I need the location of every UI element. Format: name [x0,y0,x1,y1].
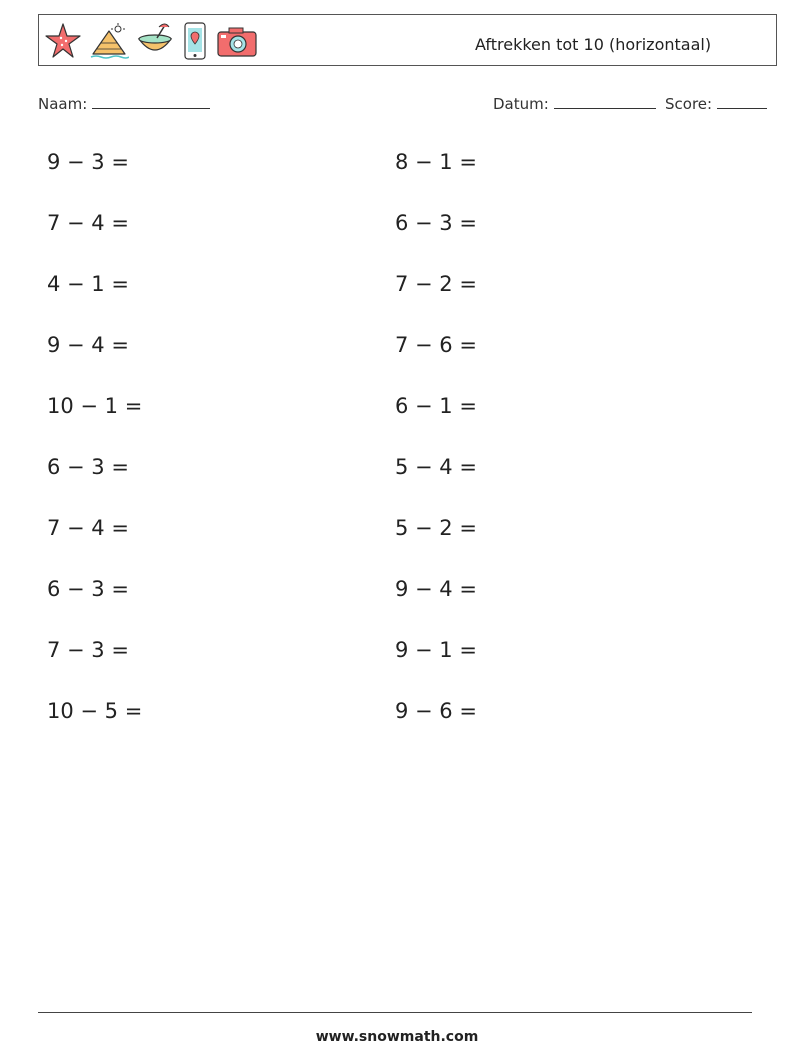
phone-location-icon [181,21,209,61]
score-label: Score: [665,95,713,113]
coconut-drink-icon [135,21,175,61]
starfish-icon [43,21,83,61]
problem-left-10: 10 − 5 = [47,699,143,723]
worksheet-header [38,14,777,66]
problem-left-7: 7 − 4 = [47,516,129,540]
problem-right-6: 5 − 4 = [395,455,477,479]
footer-divider [38,1012,752,1013]
footer-url[interactable]: www.snowmath.com [315,1029,479,1045]
problem-right-9: 9 − 1 = [395,638,477,662]
problem-left-5: 10 − 1 = [47,394,143,418]
name-label: Naam: [38,95,88,113]
problem-right-4: 7 − 6 = [395,333,477,357]
worksheet-title: Aftrekken tot 10 (horizontaal) [475,35,712,54]
problem-left-4: 9 − 4 = [47,333,129,357]
camera-icon [215,21,259,61]
problem-left-6: 6 − 3 = [47,455,129,479]
problem-right-1: 8 − 1 = [395,150,477,174]
problem-right-2: 6 − 3 = [395,211,477,235]
problem-right-10: 9 − 6 = [395,699,477,723]
date-field [493,94,656,113]
problem-right-5: 6 − 1 = [395,394,477,418]
problem-left-8: 6 − 3 = [47,577,129,601]
pyramid-icon [89,21,129,61]
problem-right-3: 7 − 2 = [395,272,477,296]
date-label: Datum: [493,95,549,113]
problem-right-8: 9 − 4 = [395,577,477,601]
score-blank [717,94,767,109]
problem-left-1: 9 − 3 = [47,150,129,174]
name-blank [92,94,210,109]
date-blank [554,94,656,109]
problem-left-9: 7 − 3 = [47,638,129,662]
name-field [38,94,210,113]
score-field [665,94,767,113]
problem-right-7: 5 − 2 = [395,516,477,540]
problem-left-2: 7 − 4 = [47,211,129,235]
problem-left-3: 4 − 1 = [47,272,129,296]
header-icons [43,21,259,61]
